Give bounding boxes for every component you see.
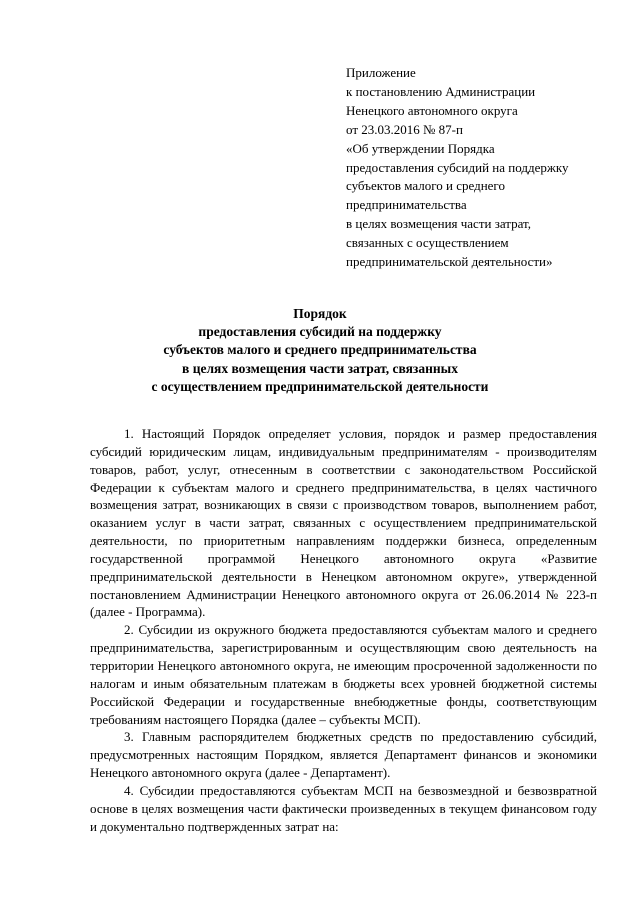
document-title	[80, 305, 560, 396]
appendix-header	[346, 64, 626, 272]
title-line: субъектов малого и среднего предпринимательства	[163, 342, 477, 358]
title-line: Порядок	[293, 306, 347, 321]
appendix-line: субъектов малого и среднего	[346, 178, 505, 194]
title-line: с осуществлением предпринимательской деятельности	[151, 378, 489, 394]
appendix-line: Приложение	[346, 65, 416, 80]
appendix-line: предпринимательства	[346, 197, 467, 213]
appendix-line: в целях возмещения части затрат,	[346, 216, 532, 232]
paragraph-3: 3. Главным распорядителем бюджетных средств по предоставлению субсидий, предусмотренных настоящим Порядком, является Департамент финансов и экономики Ненецкого автономного округа (далее - Департамент).	[90, 729, 597, 781]
appendix-line: Ненецкого автономного округа	[346, 102, 518, 118]
document-body	[90, 425, 597, 835]
paragraph-1: 1. Настоящий Порядок определяет условия, порядок и размер предоставления субсидий юридическим лицам, индивидуальным предпринимателям - производителям товаров, работ, услуг, отнесенным в соответствии с законодательством Российской Федерации к субъектам малого и среднего предпринимательства, в целях частичного возмещения затрат, возникающих в связи с производством товаров, выполнением работ, оказанием услуг в части затрат, связанных с осуществлением предпринимательской деятельности, по приоритетным направлениям поддержки бизнеса, определенным государственной программой Ненецкого автономного округа «Развитие предпринимательской деятельности в Ненецком автономном округе», утвержденной постановлением Администрации Ненецкого автономного округа от 26.06.2014 № 223-п (далее - Программа).	[90, 426, 597, 620]
title-line: в целях возмещения части затрат, связанных	[182, 360, 458, 376]
appendix-line: предпринимательской деятельности»	[346, 254, 553, 270]
appendix-line: к постановлению Администрации	[346, 83, 536, 99]
appendix-line: связанных с осуществлением	[346, 235, 509, 251]
appendix-line: «Об утверждении Порядка	[346, 140, 495, 156]
paragraph-4: 4. Субсидии предоставляются субъектам МСП на безвозмездной и безвозвратной основе в целях возмещения части фактически произведенных в текущем финансовом году и документально подтвержденных затрат на:	[90, 782, 597, 834]
appendix-line: от 23.03.2016 № 87-п	[346, 121, 463, 137]
appendix-line: предоставления субсидий на поддержку	[346, 159, 569, 175]
title-line: предоставления субсидий на поддержку	[198, 324, 442, 340]
paragraph-2: 2. Субсидии из окружного бюджета предоставляются субъектам малого и среднего предпринимательства, зарегистрированным и осуществляющим свою деятельность на территории Ненецкого автономного округа, не имеющим просроченной задолженности по налогам и иным обязательным платежам в бюджеты всех уровней бюджетной системы Российской Федерации и государственные внебюджетные фонды, соответствующим требованиям настоящего Порядка (далее – субъекты МСП).	[90, 622, 597, 727]
